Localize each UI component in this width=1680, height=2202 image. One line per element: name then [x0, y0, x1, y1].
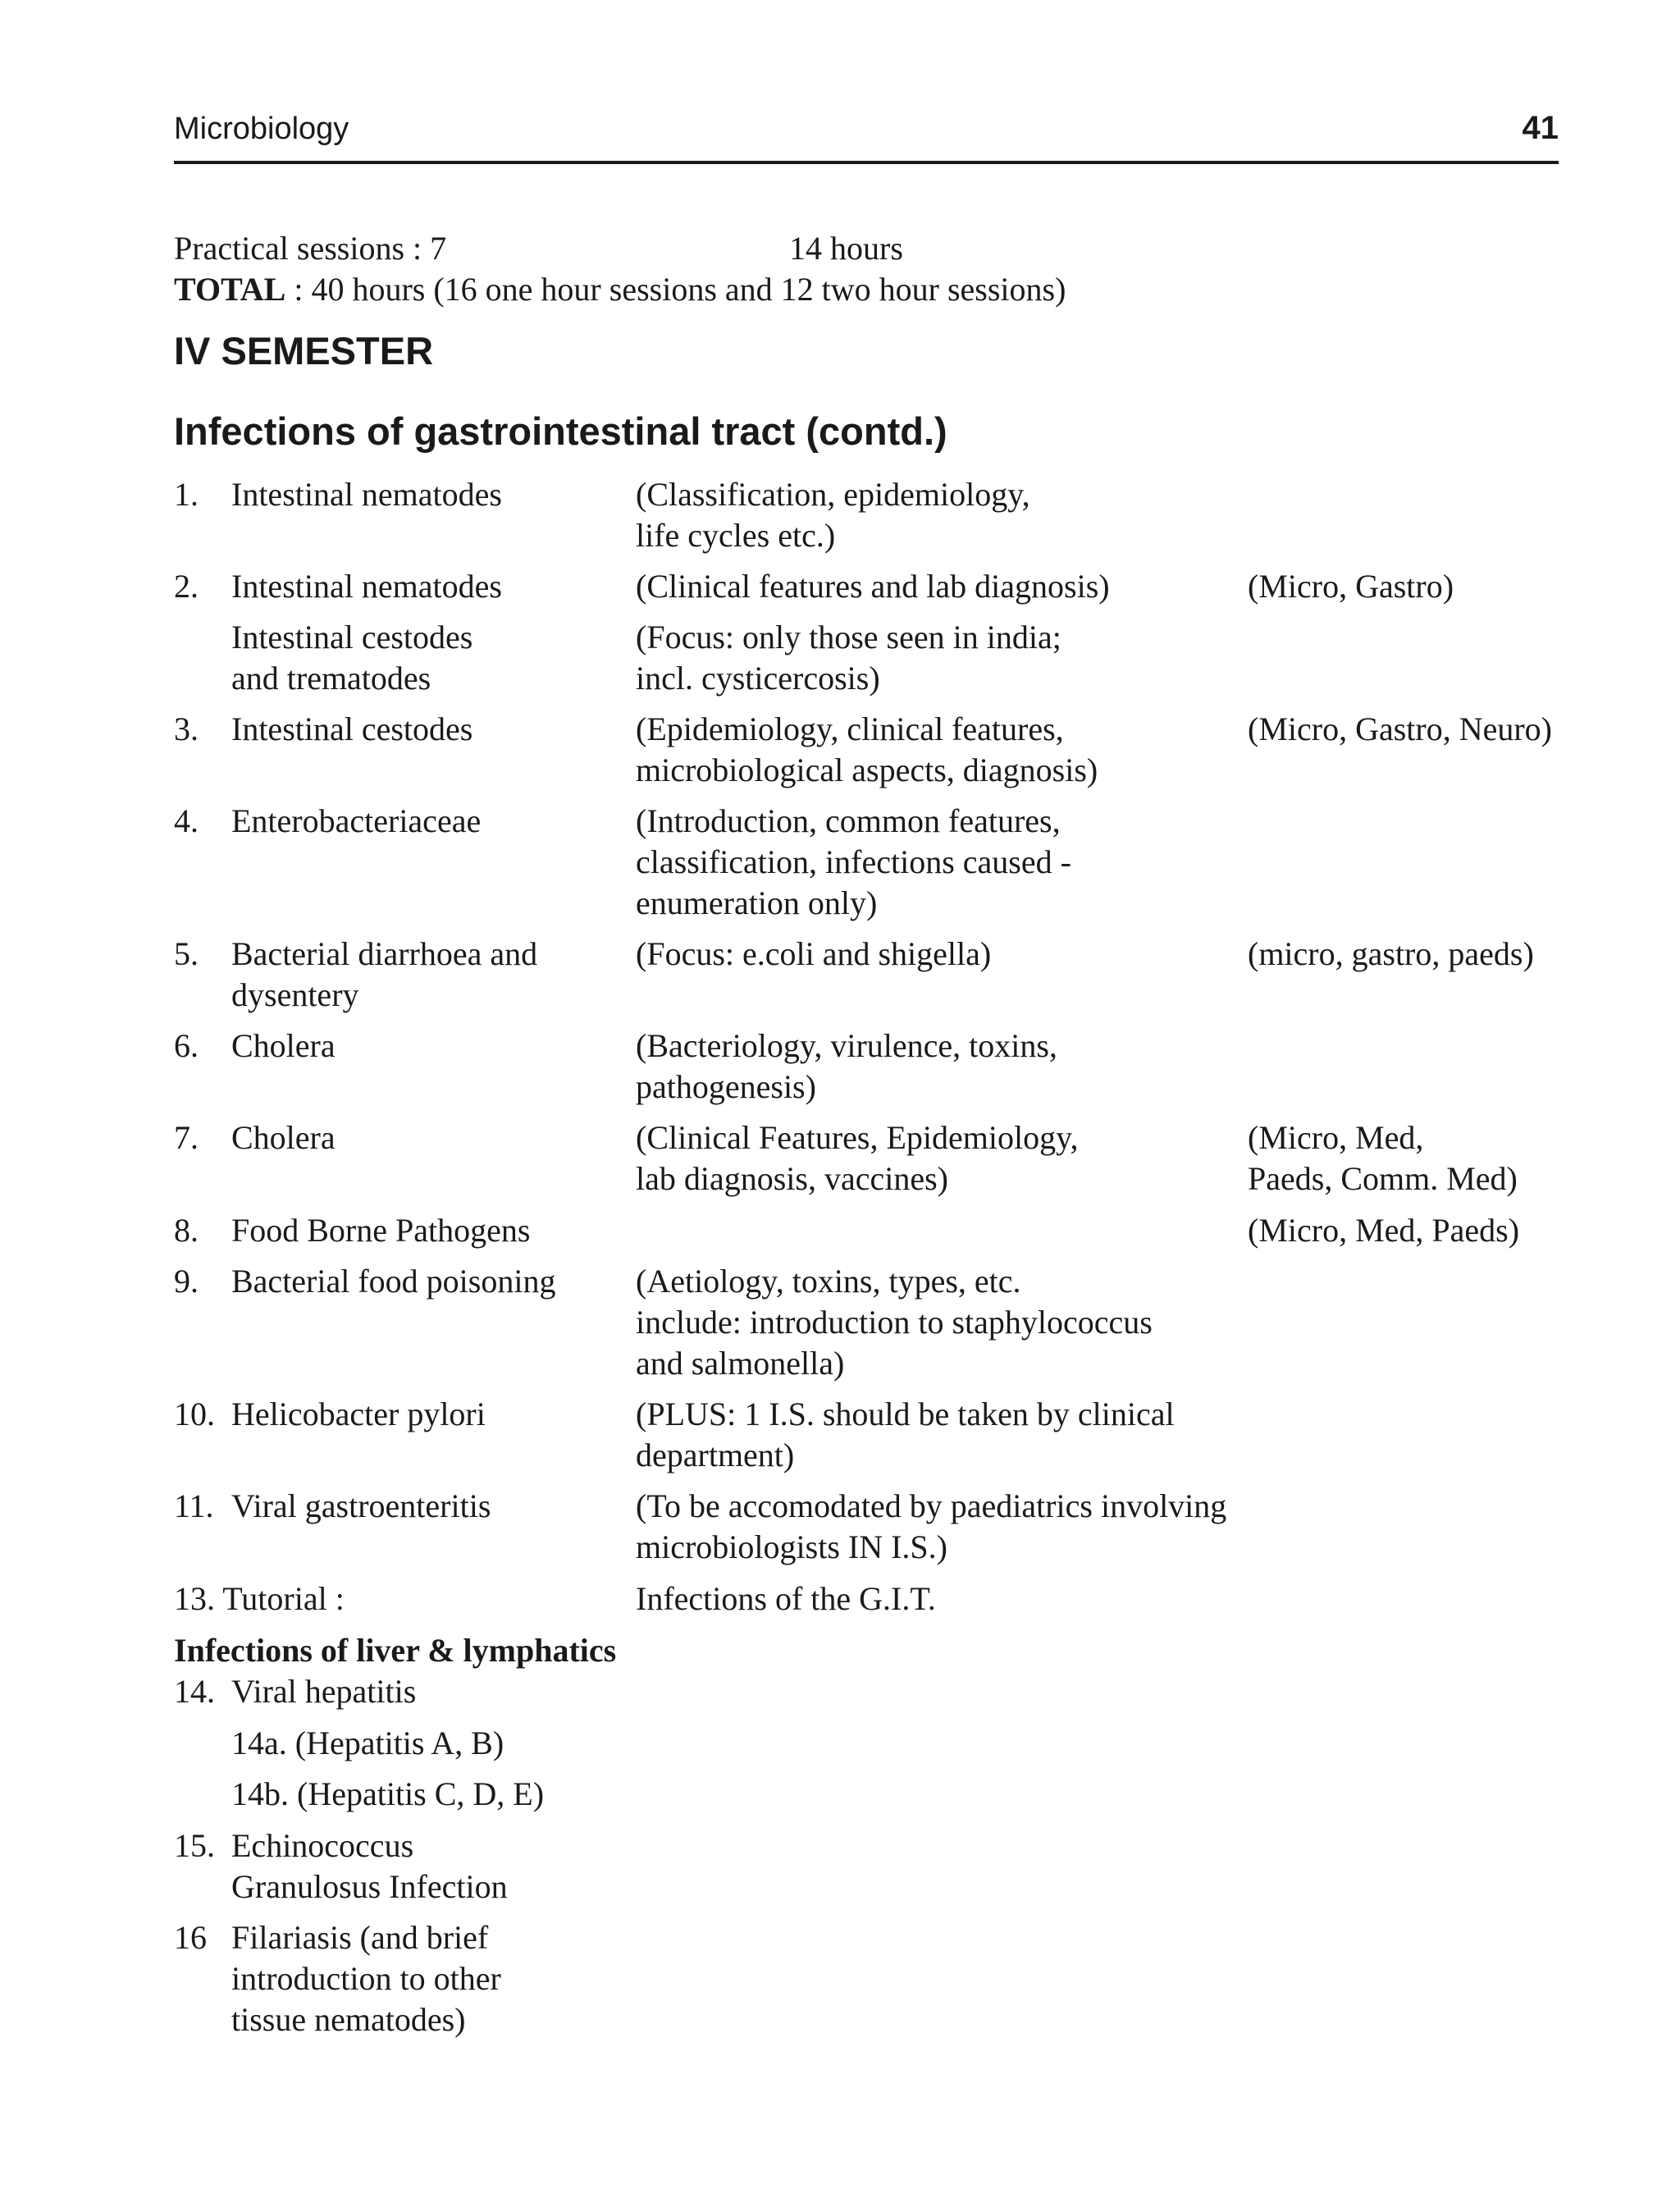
- item-description: lab diagnosis, vaccines): [636, 1160, 948, 1197]
- item-topic: Echinococcus: [231, 1827, 414, 1864]
- item-number: 8.: [174, 1212, 199, 1249]
- tutorial-label: 13. Tutorial :: [174, 1580, 345, 1617]
- tutorial-text: Infections of the G.I.T.: [636, 1580, 936, 1617]
- item-description: (Focus: only those seen in india;: [636, 619, 1061, 656]
- item-topic: Intestinal cestodes: [231, 710, 473, 747]
- total-text: : 40 hours (16 one hour sessions and 12 two hour sessions): [285, 271, 1066, 308]
- item-number: 7.: [174, 1119, 199, 1156]
- item-number: 16: [174, 1919, 207, 1956]
- item-number: 10.: [174, 1396, 215, 1432]
- item-topic: Intestinal nematodes: [231, 476, 502, 513]
- item-description: (Introduction, common features,: [636, 802, 1061, 839]
- item-topic: Cholera: [231, 1119, 336, 1156]
- practical-sessions-label: Practical sessions : 7: [174, 230, 447, 267]
- item-description: (Aetiology, toxins, types, etc.: [636, 1263, 1021, 1300]
- item-topic: Viral hepatitis: [231, 1673, 417, 1710]
- practical-sessions-hours: 14 hours: [789, 230, 903, 267]
- item-number: 11.: [174, 1487, 214, 1524]
- item-description: classification, infections caused -: [636, 843, 1071, 880]
- item-departments: Paeds, Comm. Med): [1248, 1160, 1518, 1197]
- item-description: (Clinical Features, Epidemiology,: [636, 1119, 1079, 1156]
- running-header: [174, 107, 1559, 164]
- item-departments: (Micro, Med, Paeds): [1248, 1212, 1520, 1249]
- item-number: 14.: [174, 1673, 215, 1710]
- item-topic: Enterobacteriaceae: [231, 802, 482, 839]
- item-subtopic: 14b. (Hepatitis C, D, E): [231, 1775, 545, 1812]
- liver-section-title: Infections of liver & lymphatics: [174, 1632, 617, 1669]
- item-topic: tissue nematodes): [231, 2001, 466, 2038]
- item-subtopic: 14a. (Hepatitis A, B): [231, 1725, 504, 1761]
- item-number: 3.: [174, 710, 199, 747]
- item-number: 1.: [174, 476, 199, 513]
- item-description: pathogenesis): [636, 1068, 816, 1105]
- item-number: 4.: [174, 802, 199, 839]
- item-description: life cycles etc.): [636, 517, 836, 554]
- item-topic: Intestinal cestodes: [231, 619, 473, 656]
- item-topic: introduction to other: [231, 1960, 501, 1997]
- section-title: Infections of gastrointestinal tract (contd.): [174, 409, 947, 453]
- item-number: 6.: [174, 1027, 199, 1064]
- item-departments: (Micro, Gastro): [1248, 568, 1454, 605]
- item-description: and salmonella): [636, 1345, 845, 1382]
- item-description: (Clinical features and lab diagnosis): [636, 568, 1110, 605]
- item-topic: Intestinal nematodes: [231, 568, 502, 605]
- item-number: 2.: [174, 568, 199, 605]
- item-description: microbiologists IN I.S.): [636, 1528, 947, 1565]
- item-description: department): [636, 1437, 795, 1473]
- item-topic: and trematodes: [231, 660, 431, 697]
- item-topic: Cholera: [231, 1027, 336, 1064]
- item-description: (Epidemiology, clinical features,: [636, 710, 1064, 747]
- item-number: 15.: [174, 1827, 215, 1864]
- item-departments: (micro, gastro, paeds): [1248, 935, 1534, 972]
- header-title: Microbiology: [174, 112, 349, 146]
- item-description: incl. cysticercosis): [636, 660, 880, 697]
- item-number: 5.: [174, 935, 199, 972]
- item-departments: (Micro, Gastro, Neuro): [1248, 710, 1552, 747]
- total-line: [174, 269, 1066, 310]
- item-description: include: introduction to staphylococcus: [636, 1304, 1153, 1341]
- item-number: 9.: [174, 1263, 199, 1300]
- item-description: (Classification, epidemiology,: [636, 476, 1030, 513]
- item-topic: Food Borne Pathogens: [231, 1212, 531, 1249]
- item-topic: Bacterial food poisoning: [231, 1263, 556, 1300]
- item-description: microbiological aspects, diagnosis): [636, 752, 1098, 788]
- item-departments: (Micro, Med,: [1248, 1119, 1424, 1156]
- item-topic: Bacterial diarrhoea and: [231, 935, 538, 972]
- item-topic: Viral gastroenteritis: [231, 1487, 491, 1524]
- item-description: (To be accomodated by paediatrics involving: [636, 1487, 1227, 1524]
- item-topic: Filariasis (and brief: [231, 1919, 489, 1956]
- item-description: enumeration only): [636, 884, 878, 921]
- item-topic: dysentery: [231, 976, 359, 1013]
- item-description: (Focus: e.coli and shigella): [636, 935, 992, 972]
- total-label: TOTAL: [174, 271, 286, 308]
- page-number: 41: [1522, 110, 1559, 146]
- item-description: (Bacteriology, virulence, toxins,: [636, 1027, 1057, 1064]
- item-topic: Helicobacter pylori: [231, 1396, 486, 1432]
- semester-title: IV SEMESTER: [174, 329, 434, 372]
- item-description: (PLUS: 1 I.S. should be taken by clinical: [636, 1396, 1175, 1432]
- item-topic: Granulosus Infection: [231, 1868, 508, 1905]
